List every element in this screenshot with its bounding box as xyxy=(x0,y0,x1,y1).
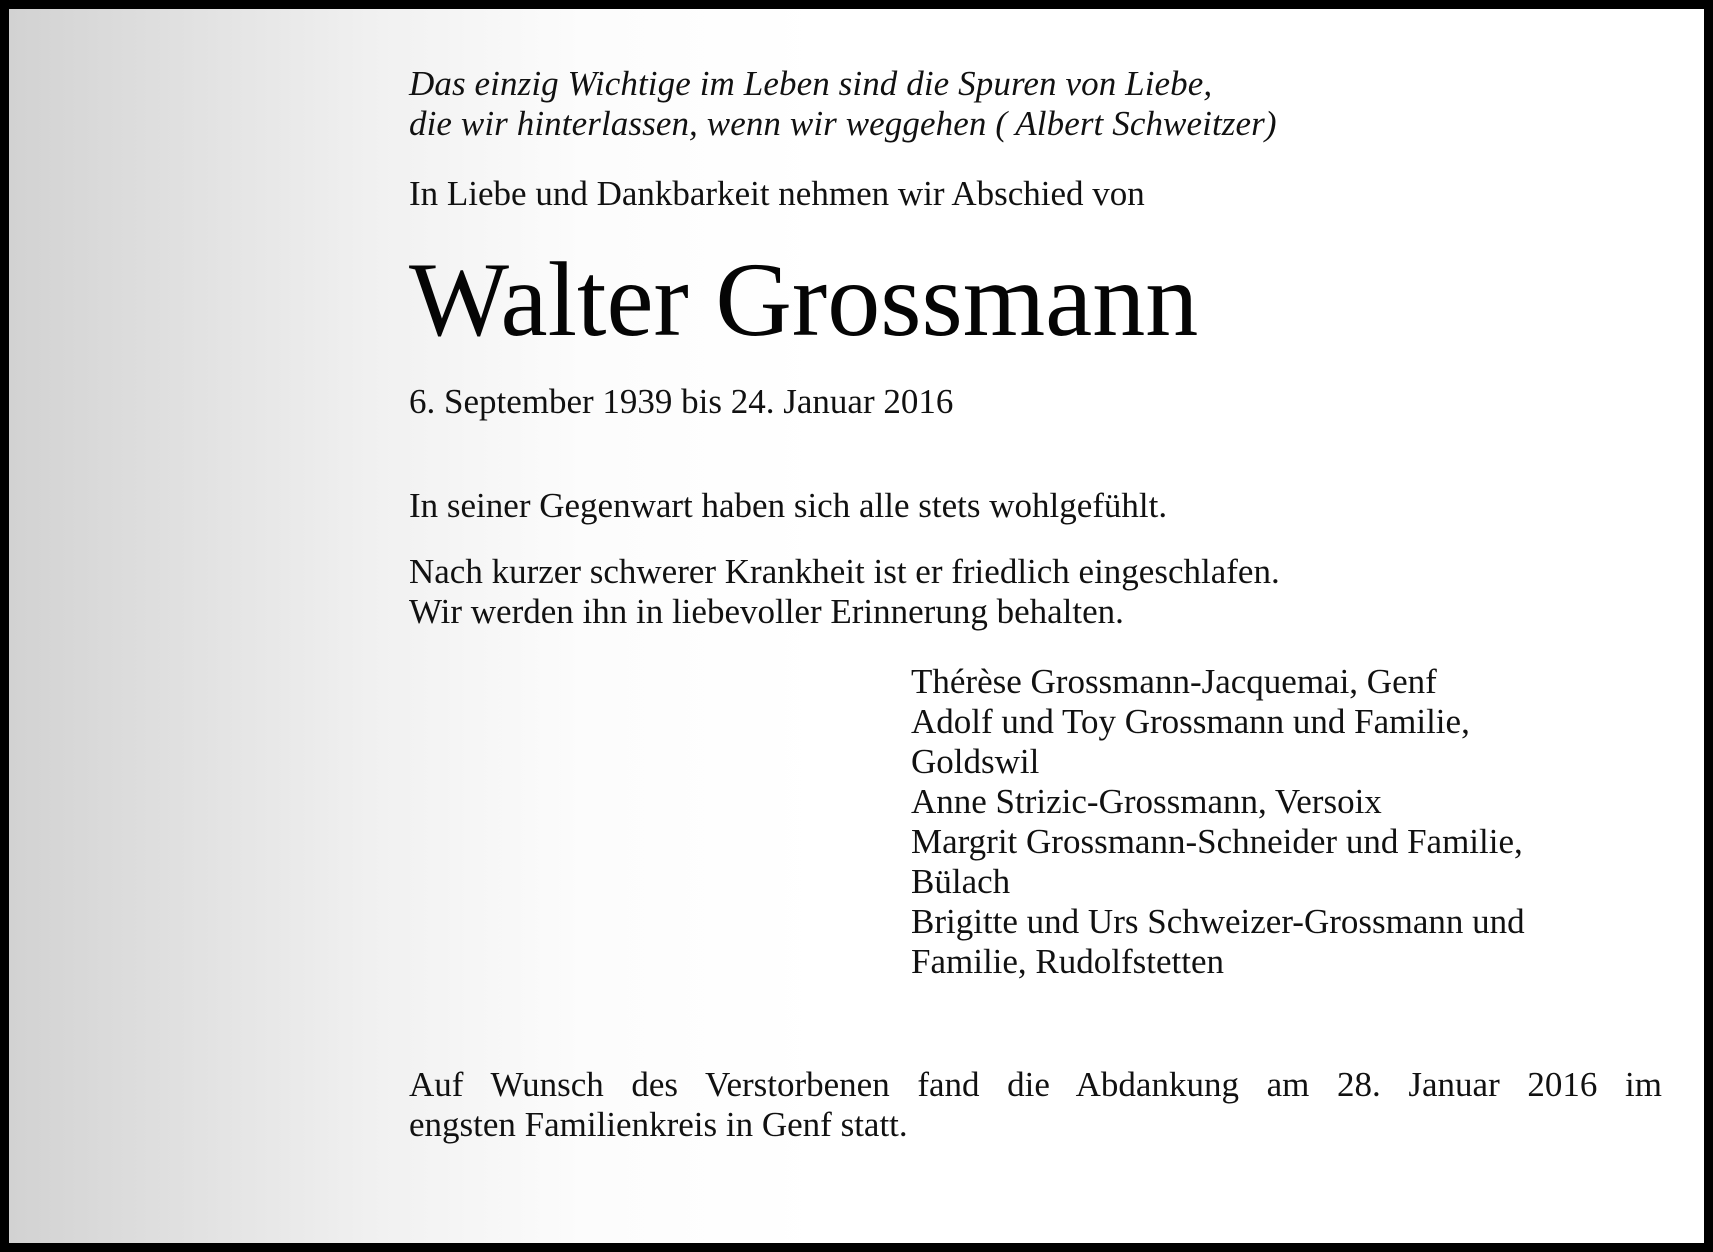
quote-line: die wir hinterlassen, wenn wir weggehen ( Albert Schweitzer) xyxy=(409,104,1277,143)
mourners-list xyxy=(911,662,1611,982)
life-dates: 6. September 1939 bis 24. Januar 2016 xyxy=(409,382,954,421)
quote-line: Das einzig Wichtige im Leben sind die Spuren von Liebe, xyxy=(409,64,1213,103)
mourner-line: Anne Strizic-Grossmann, Versoix xyxy=(911,782,1382,821)
mourner-line: Brigitte und Urs Schweizer-Grossmann und xyxy=(911,902,1525,941)
mourner-line: Bülach xyxy=(911,862,1011,901)
mourner-line: Familie, Rudolfstetten xyxy=(911,942,1225,981)
funeral-notice xyxy=(409,1065,1662,1145)
deceased-name: Walter Grossmann xyxy=(409,241,1199,358)
mourner-line: Margrit Grossmann-Schneider und Familie, xyxy=(911,822,1523,861)
obituary-content xyxy=(409,64,1664,1145)
remembrance-paragraph: In seiner Gegenwart haben sich alle stets wohlgefühlt. xyxy=(409,486,1168,525)
funeral-notice-line: engsten Familienkreis in Genf statt. xyxy=(409,1105,908,1144)
passing-line: Wir werden ihn in liebevoller Erinnerung behalten. xyxy=(409,592,1124,631)
intro-text: In Liebe und Dankbarkeit nehmen wir Abschied von xyxy=(409,174,1145,213)
funeral-notice-line: Auf Wunsch des Verstorbenen fand die Abdankung am 28. Januar 2016 im xyxy=(409,1065,1662,1104)
passing-line: Nach kurzer schwerer Krankheit ist er friedlich eingeschlafen. xyxy=(409,552,1280,591)
mourner-line: Goldswil xyxy=(911,742,1040,781)
mourner-line: Adolf und Toy Grossmann und Familie, xyxy=(911,702,1470,741)
passing-paragraph xyxy=(409,552,1664,632)
mourner-line: Thérèse Grossmann-Jacquemai, Genf xyxy=(911,662,1437,701)
epigraph-quote xyxy=(409,64,1664,144)
